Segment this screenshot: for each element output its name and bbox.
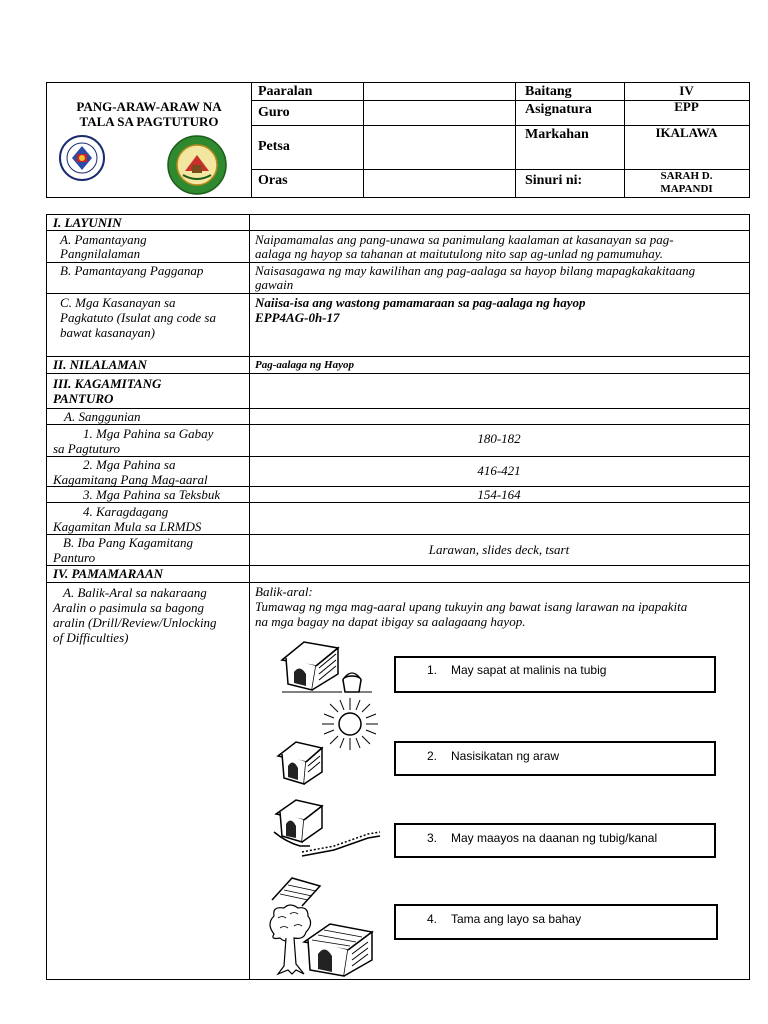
kasanayan-label (60, 295, 216, 340)
pamantayang-pagganap-label: B. Pamantayang Pagganap (60, 263, 204, 278)
doghouse-canal-icon (272, 796, 384, 874)
label-line: Pangnilalaman (60, 246, 141, 261)
sanggunian-label: A. Sanggunian (64, 409, 141, 424)
iba-pang-kagamitan-value: Larawan, slides deck, tsart (428, 542, 570, 557)
value-line: gawain (255, 277, 294, 292)
label-line: Pagkatuto (Isulat ang code sa (60, 310, 216, 325)
magaaral-label (53, 457, 208, 487)
label-line: bawat kasanayan) (60, 325, 155, 340)
label-line: 2. Mga Pahina sa (83, 457, 176, 472)
item-number: 3. (427, 831, 438, 845)
pamantayang-pangnilalaman-label (60, 233, 147, 261)
doghouse-water-icon (272, 638, 372, 696)
pamantayang-pangnilalaman-value (255, 233, 674, 261)
item-number: 1. (427, 663, 438, 677)
tree-doghouse-icon (264, 904, 382, 980)
answer-box-1 (394, 656, 716, 693)
heading-line: III. KAGAMITANG (53, 376, 162, 391)
gabay-value: 180-182 (477, 431, 521, 446)
item-number: 2. (427, 749, 438, 763)
gabay-label (53, 426, 213, 456)
label-line: 4. Karagdagang (83, 504, 169, 519)
balik-aral-title: Balik-aral: (255, 584, 313, 599)
label-line: Panturo (53, 550, 96, 565)
item-text: Nasisikatan ng araw (451, 749, 560, 763)
school-seal-icon (167, 135, 227, 195)
label-line: B. Iba Pang Kagamitang (63, 535, 193, 550)
balik-aral-label (53, 585, 217, 645)
item-text: May sapat at malinis na tubig (451, 663, 607, 677)
asignatura-label: Asignatura (525, 102, 592, 117)
label-line: Kagamitang Pang Mag-aaral (53, 472, 208, 487)
sinuri-label: Sinuri ni: (525, 173, 583, 188)
answer-box-4 (394, 904, 718, 940)
sinuri-value (624, 170, 749, 196)
nilalaman-value: Pag-aalaga ng Hayop (255, 359, 354, 371)
paaralan-label: Paaralan (258, 84, 313, 99)
oras-label: Oras (258, 173, 288, 188)
iba-pang-kagamitan-label (53, 535, 193, 565)
item-number: 4. (427, 912, 438, 926)
kasanayan-value (255, 295, 585, 325)
baitang-value: IV (679, 83, 694, 98)
value-line: Naipamamalas ang pang-unawa sa panimulang kaalaman at kasanayan sa pag- (255, 232, 674, 247)
layunin-heading: I. LAYUNIN (53, 215, 122, 230)
label-line: aralin (Drill/Review/Unlocking (53, 615, 217, 630)
magaaral-value: 416-421 (477, 463, 521, 478)
sinuri-value-line-1: SARAH D. (660, 170, 713, 182)
pamantayang-pagganap-value (255, 264, 695, 292)
item-text: May maayos na daanan ng tubig/kanal (451, 831, 658, 845)
value-line: Naisasagawa ng may kawilihan ang pag-aalaga sa hayop bilang mapagkakakitaang (255, 263, 696, 278)
title-line-1: PANG-ARAW-ARAW NA (76, 99, 222, 114)
sun-doghouse-icon (276, 694, 386, 790)
answer-box-2 (394, 741, 716, 776)
pamamaraan-heading: IV. PAMAMARAAN (53, 566, 164, 581)
value-line: aalaga ng hayop sa tahanan at maitutulong nito sap ag-unlad ng pamumuhay. (255, 246, 664, 261)
lrmds-label (53, 504, 201, 534)
nilalaman-heading: II. NILALAMAN (53, 357, 147, 372)
instruction-line: na mga bagay na dapat ibigay sa aalagaang hayop. (255, 614, 526, 629)
lesson-plan-table (46, 214, 750, 980)
label-line: sa Pagtuturo (53, 441, 121, 456)
instruction-line: Tumawag ng mga mag-aaral upang tukuyin ang bawat isang larawan na ipapakita (255, 599, 688, 614)
item-text: Tama ang layo sa bahay (451, 912, 582, 926)
baitang-label: Baitang (525, 84, 572, 99)
kagamitan-heading (53, 376, 161, 406)
label-line: A. Balik-Aral sa nakaraang (63, 585, 207, 600)
label-line: C. Mga Kasanayan sa (60, 295, 176, 310)
label-line: of Difficulties) (53, 630, 129, 645)
markahan-value: IKALAWA (655, 125, 718, 140)
balik-aral-content (255, 584, 687, 629)
petsa-label: Petsa (258, 139, 290, 154)
heading-line: PANTURO (53, 391, 114, 406)
label-line: 1. Mga Pahina sa Gabay (83, 426, 214, 441)
deped-seal-icon (59, 135, 105, 181)
sinuri-value-line-2: MAPANDI (660, 183, 713, 195)
guro-label: Guro (258, 105, 290, 120)
label-line: Kagamitan Mula sa LRMDS (53, 519, 202, 534)
asignatura-value: EPP (674, 99, 699, 114)
teksbuk-value: 154-164 (477, 487, 521, 502)
label-line: Aralin o pasimula sa bagong (53, 600, 204, 615)
markahan-label: Markahan (525, 127, 589, 142)
header-table (46, 82, 750, 198)
teksbuk-label: 3. Mga Pahina sa Teksbuk (83, 487, 221, 502)
doghouse-icon (270, 872, 330, 906)
label-line: A. Pamantayang (60, 232, 147, 247)
answer-box-3 (394, 823, 716, 858)
title-line-2: TALA SA PAGTUTURO (79, 114, 219, 129)
competency-code: EPP4AG-0h-17 (255, 310, 340, 325)
value-line: Naiisa-isa ang wastong pamamaraan sa pag-aalaga ng hayop (255, 295, 586, 310)
lesson-log-title (47, 99, 251, 129)
